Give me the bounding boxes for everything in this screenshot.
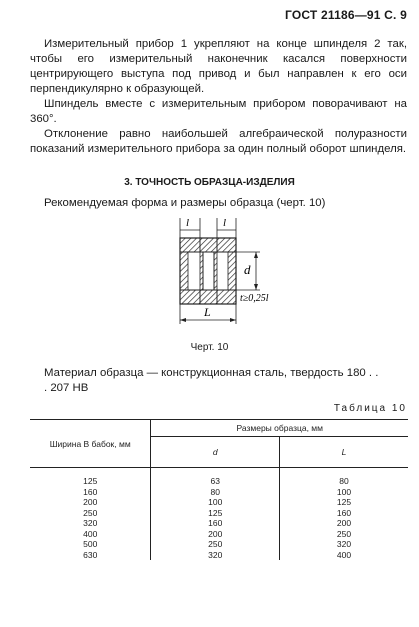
table-row: 400 200 250 (30, 529, 408, 540)
section-title: 3. ТОЧНОСТЬ ОБРАЗЦА-ИЗДЕЛИЯ (124, 177, 295, 188)
table-caption: Таблица 10 (333, 403, 407, 414)
table-row: 200 100 125 (30, 497, 408, 508)
table-row: 250 125 160 (30, 508, 408, 519)
specimen-drawing (160, 212, 280, 330)
dim-L: L (204, 305, 211, 319)
dim-l-right: l (223, 217, 227, 229)
figure-caption: Черт. 10 (190, 342, 229, 353)
dim-d: d (244, 262, 251, 277)
recommendation-text: Рекомендуемая форма и размеры образца (черт. 10) (44, 197, 326, 209)
header-L: L (279, 437, 408, 468)
header-sizes: Размеры образца, мм (151, 420, 408, 437)
table-row: 125 63 80 (30, 476, 408, 487)
paragraph-rotation: Шпиндель вместе с измерительным прибором поворачивают на 360°. (30, 98, 407, 125)
paragraph-instrument: Измерительный прибор 1 укрепляют на конце шпинделя 2 так, чтобы его измерительный наконечник касался поверхности центрирующего выступа под привод и был направлен к его оси перпендикулярно к образующей. (30, 38, 407, 95)
table-row: 320 160 200 (30, 518, 408, 529)
table-row: 500 250 320 (30, 539, 408, 550)
page-header: ГОСТ 21186—91 С. 9 (284, 8, 407, 22)
header-width: Ширина B бабок, мм (30, 420, 151, 468)
sizes-table (30, 419, 408, 560)
table-row: 160 80 100 (30, 487, 408, 498)
header-d: d (151, 437, 280, 468)
table-row: 630 320 400 (30, 550, 408, 561)
material-text: Материал образца — конструкционная сталь, твердость 180 . . . 207 HB (44, 367, 379, 394)
dim-l-left: l (186, 217, 190, 229)
paragraph-deviation: Отклонение равно наибольшей алгебраической полуразности показаний измерительного прибора за один полный оборот шпинделя. (30, 128, 407, 155)
dim-tolerance: t≥0,25l (240, 293, 269, 304)
